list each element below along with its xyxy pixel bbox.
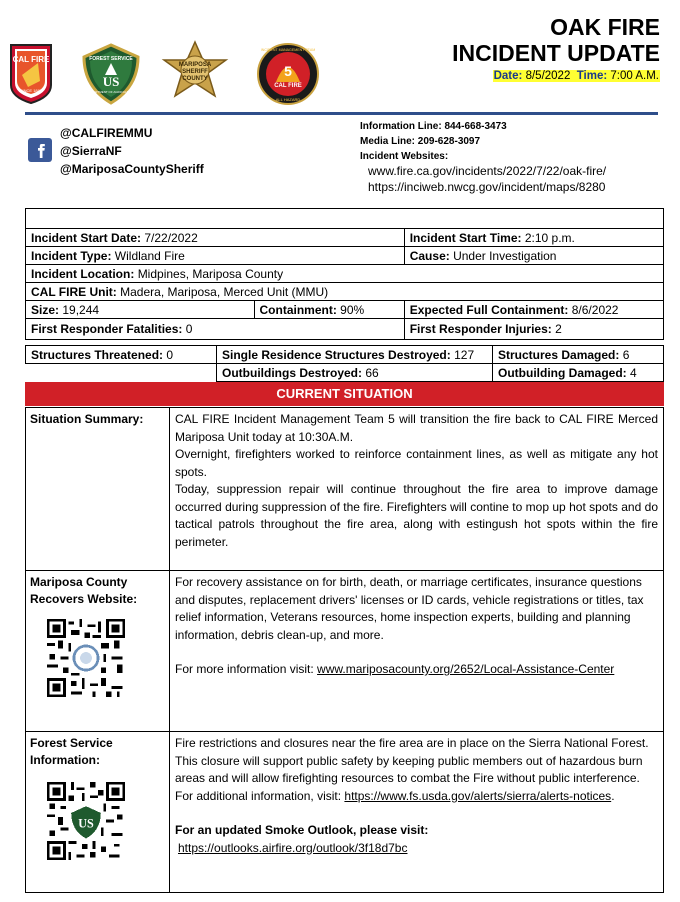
- containment-label: Containment:: [259, 302, 337, 317]
- containment-value: 90%: [340, 302, 365, 317]
- unit-label: CAL FIRE Unit:: [31, 284, 117, 299]
- table-row: [26, 319, 664, 340]
- table-row: [26, 346, 664, 364]
- date-time-line: [493, 70, 660, 82]
- table-row: [26, 283, 664, 301]
- svg-text:5: 5: [284, 63, 292, 79]
- situation-summary-section: [25, 407, 664, 571]
- information-line: Information Line: 844-668-3473: [360, 121, 507, 132]
- date-value: 8/5/2022: [525, 70, 571, 82]
- summary-paragraph: CAL FIRE Incident Management Team 5 will transition the fire back to CAL FIRE Merced Mariposa Unit today at 10:30A.M.: [175, 412, 658, 444]
- forest-alerts-link[interactable]: https://www.fs.usda.gov/alerts/sierra/alerts-notices: [344, 788, 612, 803]
- svg-text:CAL FIRE: CAL FIRE: [12, 55, 50, 64]
- smoke-outlook-label: For an updated Smoke Outlook, please visit:: [175, 823, 429, 837]
- location-value: Midpines, Mariposa County: [137, 266, 284, 281]
- size-value: 19,244: [62, 302, 100, 317]
- forest-service-qr-code[interactable]: [47, 782, 125, 860]
- svg-text:FOREST SERVICE: FOREST SERVICE: [89, 56, 133, 62]
- outbuildings-destroyed-value: 66: [365, 365, 379, 380]
- injuries-label: First Responder Injuries:: [409, 322, 552, 336]
- document-title-line1: OAK FIRE: [550, 14, 660, 40]
- outbuilding-damaged-value: 4: [630, 365, 637, 380]
- table-row: [26, 301, 664, 319]
- imt-logo: [256, 42, 320, 106]
- outbuilding-damaged-label: Outbuilding Damaged:: [498, 365, 627, 380]
- table-row: [26, 247, 664, 265]
- cause-label: Cause:: [409, 248, 450, 263]
- document-title-line2: INCIDENT UPDATE: [452, 40, 660, 66]
- situation-summary-label: Situation Summary:: [30, 412, 144, 426]
- unit-value: Madera, Mariposa, Merced Unit (MMU): [120, 284, 329, 299]
- expected-containment-label: Expected Full Containment:: [409, 302, 569, 317]
- damaged-value: 6: [622, 347, 630, 362]
- media-line: Media Line: 209-628-3097: [360, 136, 481, 147]
- time-value: 7:00 A.M.: [610, 70, 659, 82]
- qr-us-mark: US: [78, 816, 94, 831]
- incident-type-label: Incident Type:: [31, 248, 112, 263]
- social-handle-sierranf[interactable]: @SierraNF: [60, 144, 122, 158]
- smoke-outlook-link[interactable]: https://outlooks.airfire.org/outlook/3f18d7bc: [178, 840, 408, 855]
- svg-text:INCIDENT MANAGEMENT TEAM: INCIDENT MANAGEMENT TEAM: [260, 48, 316, 52]
- forest-service-logo: [80, 43, 142, 105]
- blank-row: [26, 209, 664, 229]
- size-label: Size:: [31, 302, 60, 317]
- recovers-qr-code[interactable]: [47, 619, 125, 697]
- cause-value: Under Investigation: [453, 248, 557, 263]
- time-label: Time:: [576, 70, 608, 82]
- start-date-label: Incident Start Date:: [31, 230, 142, 245]
- fatalities-value: 0: [185, 322, 193, 336]
- threatened-label: Structures Threatened:: [31, 347, 164, 362]
- structures-table: [25, 345, 664, 382]
- svg-text:DEPARTMENT OF AGRICULTURE: DEPARTMENT OF AGRICULTURE: [87, 90, 135, 94]
- start-time-value: 2:10 p.m.: [524, 230, 575, 245]
- svg-text:US: US: [102, 74, 120, 89]
- single-destroyed-value: 127: [454, 347, 475, 362]
- table-row: [26, 364, 664, 382]
- table-row: [26, 229, 664, 247]
- start-time-label: Incident Start Time:: [409, 230, 522, 245]
- svg-text:SINCE 1885: SINCE 1885: [19, 88, 43, 93]
- expected-containment-value: 8/6/2022: [571, 302, 619, 317]
- fatalities-label: First Responder Fatalities:: [31, 322, 183, 336]
- header-rule: [25, 112, 658, 115]
- sheriff-badge-logo: [160, 40, 230, 108]
- date-label: Date:: [493, 70, 523, 82]
- threatened-value: 0: [166, 347, 174, 362]
- social-handle-calfire[interactable]: @CALFIREMMU: [60, 126, 153, 140]
- incident-url-calfire[interactable]: www.fire.ca.gov/incidents/2022/7/22/oak-fire/: [368, 164, 607, 178]
- single-destroyed-label: Single Residence Structures Destroyed:: [222, 347, 451, 362]
- damaged-label: Structures Damaged:: [498, 347, 620, 362]
- location-label: Incident Location:: [31, 266, 135, 281]
- svg-text:SHERIFF: SHERIFF: [182, 69, 208, 75]
- forest-service-section: [25, 731, 664, 893]
- table-row: [26, 265, 664, 283]
- recovers-paragraph: For recovery assistance on for birth, death, or marriage certificates, insurance questions and disputes, replacement drivers' licenses or ID cards, vehicle registrations or titles, tax relief information, Veterans resources, home inspection experts, building and planning information, debris clean-up, and more.: [175, 575, 644, 642]
- forest-paragraph: Fire restrictions and closures near the fire area are in place on the Sierra National Forest. This closure will support public safety by keeping public members out of hazardous burn areas and will allow firefighting resources to combat the Fire without public interference. For additional information, visit:: [175, 736, 649, 803]
- summary-paragraph: Today, suppression repair will continue throughout the fire area to improve damage occurred during suppression of the fire. Firefighters will contine to mop up hot spots and do tactical patrols throughout the fire area, along with estingush hot spots within the fire perimeter.: [175, 482, 658, 549]
- start-date-value: 7/22/2022: [144, 230, 198, 245]
- svg-text:COUNTY: COUNTY: [182, 76, 208, 82]
- injuries-value: 2: [555, 322, 562, 336]
- svg-text:CAL FIRE: CAL FIRE: [274, 83, 302, 89]
- recovers-label: Mariposa County Recovers Website:: [30, 575, 138, 606]
- summary-paragraph: Overnight, firefighters worked to reinforce containment lines, as well as mitigate any hot spots.: [175, 447, 658, 479]
- outbuildings-destroyed-label: Outbuildings Destroyed:: [222, 365, 363, 380]
- recovers-more-text: For more information visit:: [175, 662, 318, 676]
- current-situation-banner: CURRENT SITUATION: [25, 382, 664, 406]
- forest-service-label: Forest Service Information:: [30, 736, 113, 767]
- incident-url-inciweb[interactable]: https://inciweb.nwcg.gov/incident/maps/8280: [368, 180, 606, 194]
- incident-type-value: Wildland Fire: [114, 248, 185, 263]
- incident-facts-table: [25, 208, 664, 340]
- recovers-section: [25, 570, 664, 732]
- svg-text:MARIPOSA: MARIPOSA: [178, 62, 212, 68]
- forest-link-period: .: [611, 788, 615, 803]
- facebook-icon: [28, 138, 52, 162]
- websites-label: Incident Websites:: [360, 151, 449, 162]
- recovers-link[interactable]: www.mariposacounty.org/2652/Local-Assistance-Center: [317, 662, 615, 676]
- calfire-logo: [8, 43, 54, 105]
- social-handle-sheriff[interactable]: @MariposaCountySheriff: [60, 162, 204, 176]
- svg-text:ALL HAZARD: ALL HAZARD: [275, 97, 301, 102]
